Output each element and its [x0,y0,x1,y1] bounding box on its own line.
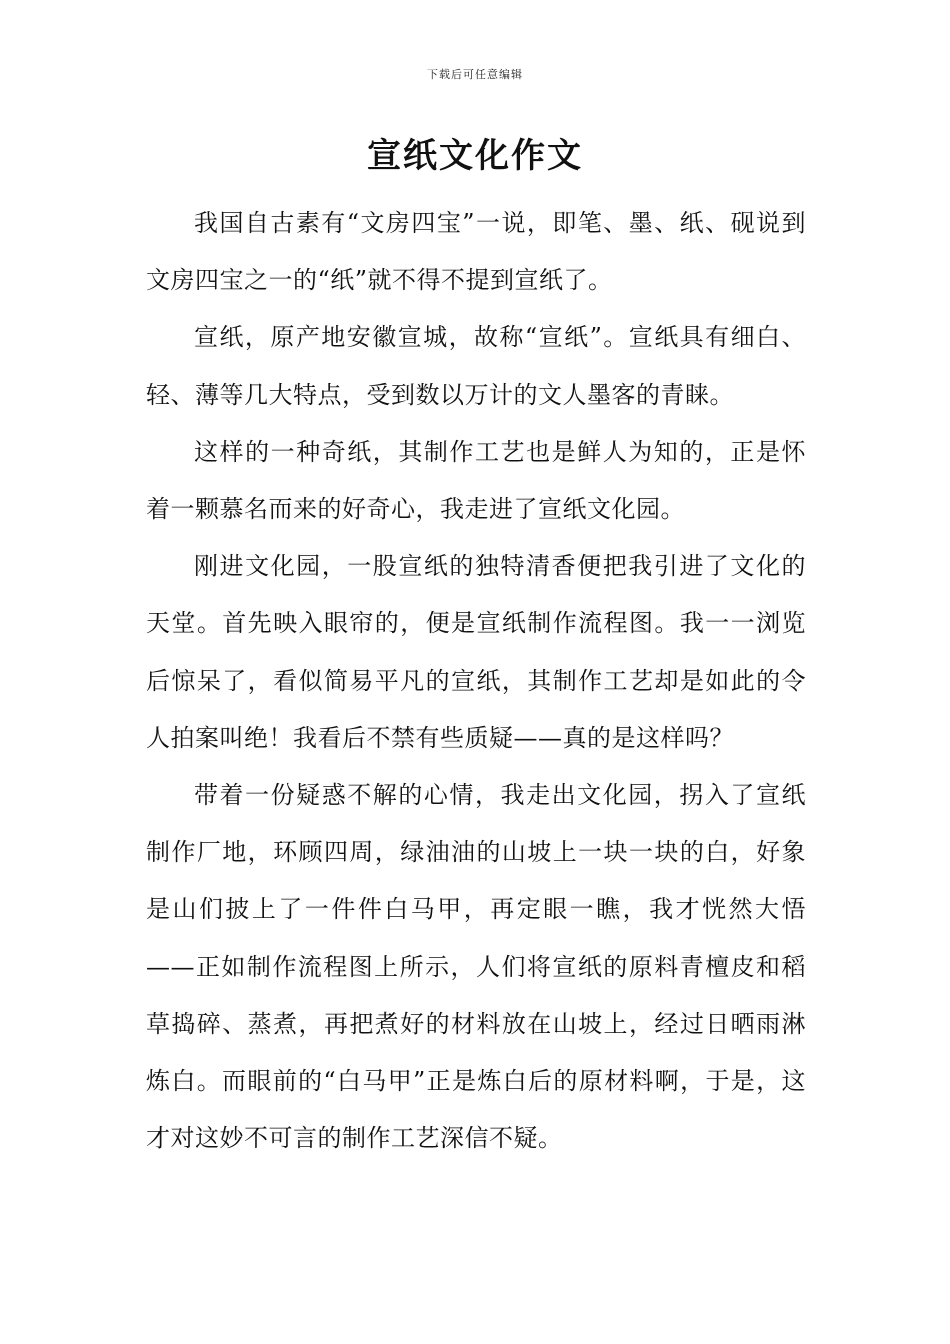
document-title: 宣纸文化作文 [367,136,583,176]
paragraph: 刚进文化园，一股宣纸的独特清香便把我引进了文化的天堂。首先映入眼帘的，便是宣纸制作流程图。我一一浏览后惊呆了，看似简易平凡的宣纸，其制作工艺却是如此的令人拍案叫绝！我看后不禁有些质疑——真的是这样吗？ [146,552,806,752]
document-body [146,195,806,1167]
paragraph: 宣纸，原产地安徽宣城，故称“宣纸”。宣纸具有细白、轻、薄等几大特点，受到数以万计的文人墨客的青睐。 [146,323,806,409]
paragraph: 我国自古素有“文房四宝”一说，即笔、墨、纸、砚说到文房四宝之一的“纸”就不得不提到宣纸了。 [146,209,806,295]
header-note: 下载后可任意编辑 [427,68,523,81]
paragraph: 带着一份疑惑不解的心情，我走出文化园，拐入了宣纸制作厂地，环顾四周，绿油油的山坡上一块一块的白，好象是山们披上了一件件白马甲，再定眼一瞧，我才恍然大悟——正如制作流程图上所示，人们将宣纸的原料青檀皮和稻草捣碎、蒸煮，再把煮好的材料放在山坡上，经过日晒雨淋炼白。而眼前的“白马甲”正是炼白后的原材料啊，于是，这才对这妙不可言的制作工艺深信不疑。 [146,781,806,1153]
paragraph: 这样的一种奇纸，其制作工艺也是鲜人为知的，正是怀着一颗慕名而来的好奇心，我走进了宣纸文化园。 [146,437,806,524]
